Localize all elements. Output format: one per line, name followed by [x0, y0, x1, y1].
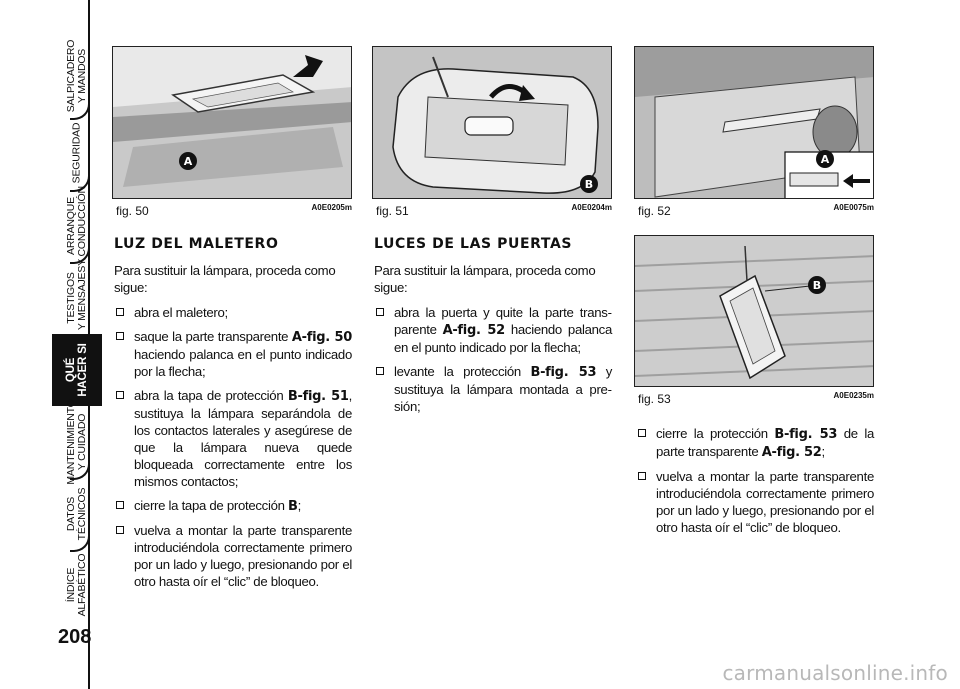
tab-testigos[interactable] — [52, 262, 102, 334]
callout-label: A — [183, 155, 193, 168]
tab-label: Y CONDUCCIÓN — [76, 186, 88, 266]
tab-separator — [70, 100, 90, 120]
item-text: levante la protección — [394, 364, 531, 379]
figure-caption: fig. 53 — [638, 392, 671, 406]
tab-label: Y MENSAJES — [76, 265, 88, 331]
figure-51-image — [372, 46, 612, 199]
item-text: ; — [297, 498, 302, 513]
section-heading: LUCES DE LAS PUERTAS — [374, 236, 573, 252]
checkbox-bullet-icon — [116, 501, 124, 509]
figure-reference: A-fig. 50 — [291, 330, 352, 345]
item-text: vuelva a montar la parte transparente introduciéndola correctamente primero por un lado y luego, presionando por el otro hasta oír el “clic” de bloqueo. — [656, 469, 874, 535]
checkbox-bullet-icon — [638, 472, 646, 480]
list-item — [114, 328, 352, 380]
instruction-list — [374, 304, 612, 422]
checkbox-bullet-icon — [376, 308, 384, 316]
figure-53-image — [634, 235, 874, 387]
checkbox-bullet-icon — [116, 526, 124, 534]
figure-code: A0E0204m — [571, 203, 612, 212]
figure-52-image — [634, 46, 874, 199]
instruction-list — [636, 425, 874, 543]
figure-reference: B-fig. 51 — [287, 389, 349, 404]
tab-indice[interactable] — [52, 550, 102, 620]
callout-label: A — [820, 153, 830, 166]
item-text: ; — [821, 444, 825, 459]
section-tab-rail — [0, 0, 100, 689]
figure-code: A0E0205m — [311, 203, 352, 212]
tab-label: TESTIGOS — [65, 272, 77, 324]
intro-text: Para sustituir la lámpara, proceda como sigue: — [374, 263, 596, 295]
item-text: abra el maletero; — [134, 305, 228, 320]
list-item — [374, 304, 612, 356]
tab-label: Y MANDOS — [76, 48, 88, 104]
watermark: carmanualsonline.info — [722, 661, 948, 685]
tab-label: SEGURIDAD — [70, 122, 83, 184]
item-text: haciendo palanca en el punto indicado por la flecha; — [394, 322, 612, 355]
tab-label: ARRANQUE — [65, 197, 77, 255]
item-text: y sustituya la lámpara montada a presión; — [394, 364, 613, 414]
instruction-list — [114, 304, 352, 597]
callout-label: B — [584, 178, 594, 191]
figure-code: A0E0075m — [833, 203, 874, 212]
list-item — [114, 522, 352, 590]
list-item — [374, 363, 612, 415]
item-text: abra la tapa de protección — [134, 388, 288, 403]
figure-reference: A-fig. 52 — [761, 445, 822, 460]
intro-text: Para sustituir la lámpara, proceda como sigue: — [114, 263, 336, 295]
item-text: haciendo palanca en el punto indicado por la flecha; — [134, 347, 352, 379]
figure-caption: fig. 51 — [376, 204, 409, 218]
item-text: cierre la protección — [656, 426, 775, 441]
list-item — [636, 468, 874, 536]
checkbox-bullet-icon — [116, 332, 124, 340]
checkbox-bullet-icon — [116, 308, 124, 316]
figure-caption: fig. 52 — [638, 204, 671, 218]
page-number: 208 — [58, 626, 92, 648]
figure-reference: B-fig. 53 — [530, 365, 597, 380]
checkbox-bullet-icon — [376, 367, 384, 375]
tab-label: Y CUIDADO — [76, 413, 88, 471]
tab-label: QUÉ — [65, 357, 77, 383]
tab-que-hacer-si[interactable] — [52, 334, 102, 406]
checkbox-bullet-icon — [638, 429, 646, 437]
callout-label: B — [812, 279, 822, 292]
section-heading: LUZ DEL MALETERO — [114, 236, 279, 252]
figure-reference: B — [288, 499, 298, 514]
list-item — [114, 497, 352, 515]
checkbox-bullet-icon — [116, 391, 124, 399]
item-text: de la parte transparente — [656, 426, 875, 459]
list-item — [636, 425, 874, 461]
tab-label: SALPICADERO — [65, 39, 77, 113]
list-item — [114, 304, 352, 321]
tab-label: DATOS — [65, 496, 77, 532]
figure-reference: B-fig. 53 — [774, 427, 838, 442]
item-text: abra la puerta y quite la parte transparente — [394, 305, 612, 337]
tab-label: ÍNDICE — [65, 567, 77, 603]
tab-label: HACER SI — [77, 343, 89, 397]
figure-caption: fig. 50 — [116, 204, 149, 218]
figure-code: A0E0235m — [833, 391, 874, 400]
item-text: , sustituya la lámpara separándola de los contactos laterales y asegúrese de que la lámpara nueva quede bloqueada correctamente entre los mismos contactos; — [134, 388, 353, 489]
tab-label: MANTENIMIENTO — [65, 399, 77, 485]
figure-50-image — [112, 46, 352, 199]
tab-label: TÉCNICOS — [76, 487, 88, 541]
item-text: cierre la tapa de protección — [134, 498, 289, 513]
item-text: vuelva a montar la parte transparente introduciéndola correctamente primero por un lado y luego, presionando por el otro hasta oír el “clic” de bloqueo. — [134, 523, 352, 589]
tab-label: ALFABÉTICO — [76, 553, 88, 617]
list-item — [114, 387, 352, 490]
item-text: saque la parte transparente — [134, 329, 292, 344]
figure-reference: A-fig. 52 — [442, 323, 505, 338]
